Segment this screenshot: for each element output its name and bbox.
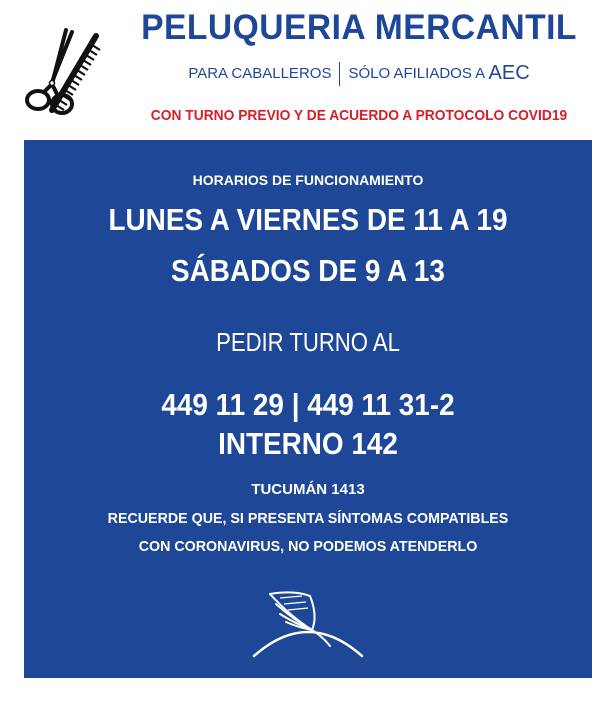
subtitle-divider — [339, 62, 340, 86]
subtitle-audience: PARA CABALLEROS — [188, 65, 332, 82]
covid-notice: CON TURNO PREVIO Y DE ACUERDO A PROTOCOLO COVID19 — [150, 107, 568, 124]
hours-saturday: SÁBADOS DE 9 A 13 — [171, 253, 445, 288]
address: TUCUMÁN 1413 — [251, 481, 365, 498]
page-title: PELUQUERIA MERCANTIL — [141, 8, 577, 47]
phone-numbers: 449 11 29 | 449 11 31-2 — [161, 387, 455, 422]
hours-heading: HORARIOS DE FUNCIONAMIENTO — [192, 172, 424, 188]
notice-line-1: RECUERDE QUE, SI PRESENTA SÍNTOMAS COMPATIBLES — [107, 510, 509, 527]
scissors-comb-icon — [22, 26, 108, 122]
subtitle — [114, 62, 604, 86]
info-panel — [24, 140, 592, 678]
header — [0, 0, 612, 138]
extension-number: INTERNO 142 — [218, 426, 398, 461]
hours-weekdays: LUNES A VIERNES DE 11 A 19 — [108, 202, 508, 237]
subtitle-aec: AEC — [488, 62, 530, 84]
turno-label: PEDIR TURNO AL — [216, 327, 400, 357]
subtitle-members: SÓLO AFILIADOS A — [348, 65, 485, 82]
winged-globe-icon — [250, 586, 366, 658]
notice-line-2: CON CORONAVIRUS, NO PODEMOS ATENDERLO — [138, 538, 478, 555]
